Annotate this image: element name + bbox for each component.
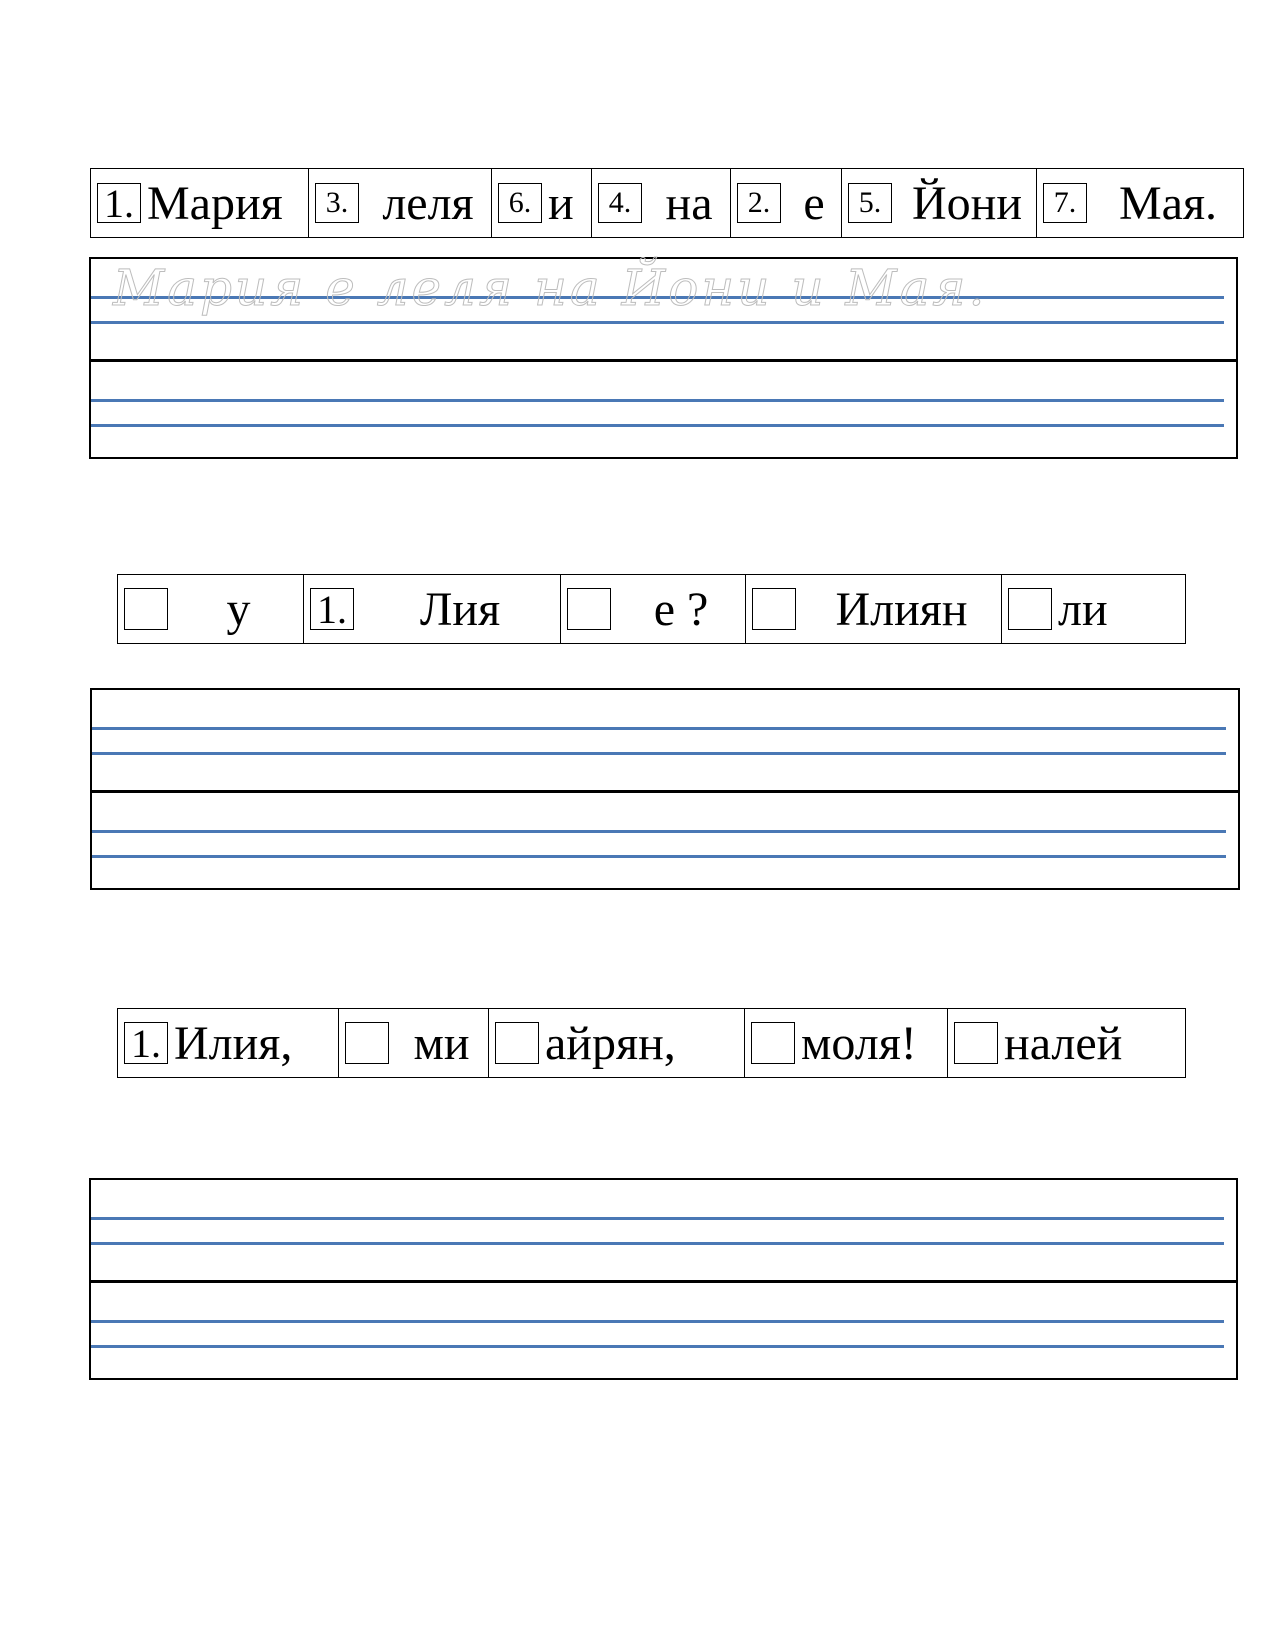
guide-line	[91, 1242, 1224, 1245]
word-cell	[746, 575, 1002, 643]
order-box[interactable]: 2.	[737, 183, 781, 223]
order-box[interactable]	[954, 1022, 998, 1064]
word-cell	[339, 1009, 489, 1077]
writing-band[interactable]	[91, 1280, 1236, 1383]
word-cell	[492, 169, 592, 237]
order-box[interactable]: 4.	[598, 183, 642, 223]
order-box[interactable]: 3.	[315, 183, 359, 223]
writing-lines-3[interactable]	[89, 1178, 1238, 1380]
writing-band[interactable]	[91, 359, 1236, 462]
guide-line	[91, 1217, 1224, 1220]
word-cell	[745, 1009, 948, 1077]
word-cell	[118, 575, 304, 643]
word-cell	[842, 169, 1037, 237]
word: у	[226, 582, 251, 636]
order-box[interactable]	[567, 588, 611, 630]
order-box[interactable]	[124, 588, 168, 630]
guide-line	[91, 424, 1224, 427]
word-cell	[1002, 575, 1185, 643]
writing-band[interactable]	[92, 690, 1238, 790]
word: и	[548, 176, 574, 230]
word-cell	[1037, 169, 1243, 237]
guide-line	[91, 399, 1224, 402]
order-box[interactable]: 1.	[310, 588, 354, 630]
traced-sentence: Мария е леля на Йони и Мая.	[113, 259, 988, 317]
word: Мая.	[1118, 176, 1218, 230]
word: Лия	[419, 582, 501, 636]
guide-line	[92, 727, 1226, 730]
word: леля	[382, 176, 474, 230]
guide-line	[92, 855, 1226, 858]
word-cell	[309, 169, 492, 237]
word: ми	[413, 1016, 470, 1070]
order-box[interactable]	[345, 1022, 389, 1064]
guide-line	[92, 752, 1226, 755]
writing-band[interactable]	[92, 790, 1238, 893]
guide-line	[91, 1320, 1224, 1323]
word-cell	[118, 1009, 339, 1077]
word: е	[803, 176, 825, 230]
order-box[interactable]: 1.	[124, 1022, 168, 1064]
guide-line	[92, 830, 1226, 833]
word: Мария	[147, 176, 283, 230]
word: на	[665, 176, 713, 230]
word: налей	[1004, 1016, 1123, 1070]
word-cell	[489, 1009, 745, 1077]
order-box[interactable]: 6.	[498, 183, 542, 223]
word-cell	[304, 575, 561, 643]
word: Илиян	[835, 582, 968, 636]
word-cell	[91, 169, 309, 237]
word: ли	[1058, 582, 1108, 636]
guide-line	[91, 321, 1224, 324]
word: моля!	[801, 1016, 917, 1070]
word-cell	[948, 1009, 1185, 1077]
word: Илия,	[174, 1016, 293, 1070]
word-order-row-1	[90, 168, 1244, 238]
guide-line	[91, 1345, 1224, 1348]
order-box[interactable]: 7.	[1043, 183, 1087, 223]
writing-band[interactable]	[91, 259, 1236, 359]
order-box[interactable]: 1.	[97, 183, 141, 223]
word: Йони	[911, 176, 1023, 230]
word: айрян,	[545, 1016, 676, 1070]
word-order-row-2	[117, 574, 1186, 644]
word-cell	[731, 169, 842, 237]
order-box[interactable]	[495, 1022, 539, 1064]
word-cell	[561, 575, 746, 643]
word: е ?	[653, 582, 709, 636]
writing-lines-2[interactable]	[90, 688, 1240, 890]
word-order-row-3	[117, 1008, 1186, 1078]
writing-lines-1[interactable]	[89, 257, 1238, 459]
order-box[interactable]: 5.	[848, 183, 892, 223]
order-box[interactable]	[751, 1022, 795, 1064]
writing-band[interactable]	[91, 1180, 1236, 1280]
order-box[interactable]	[752, 588, 796, 630]
order-box[interactable]	[1008, 588, 1052, 630]
word-cell	[592, 169, 731, 237]
